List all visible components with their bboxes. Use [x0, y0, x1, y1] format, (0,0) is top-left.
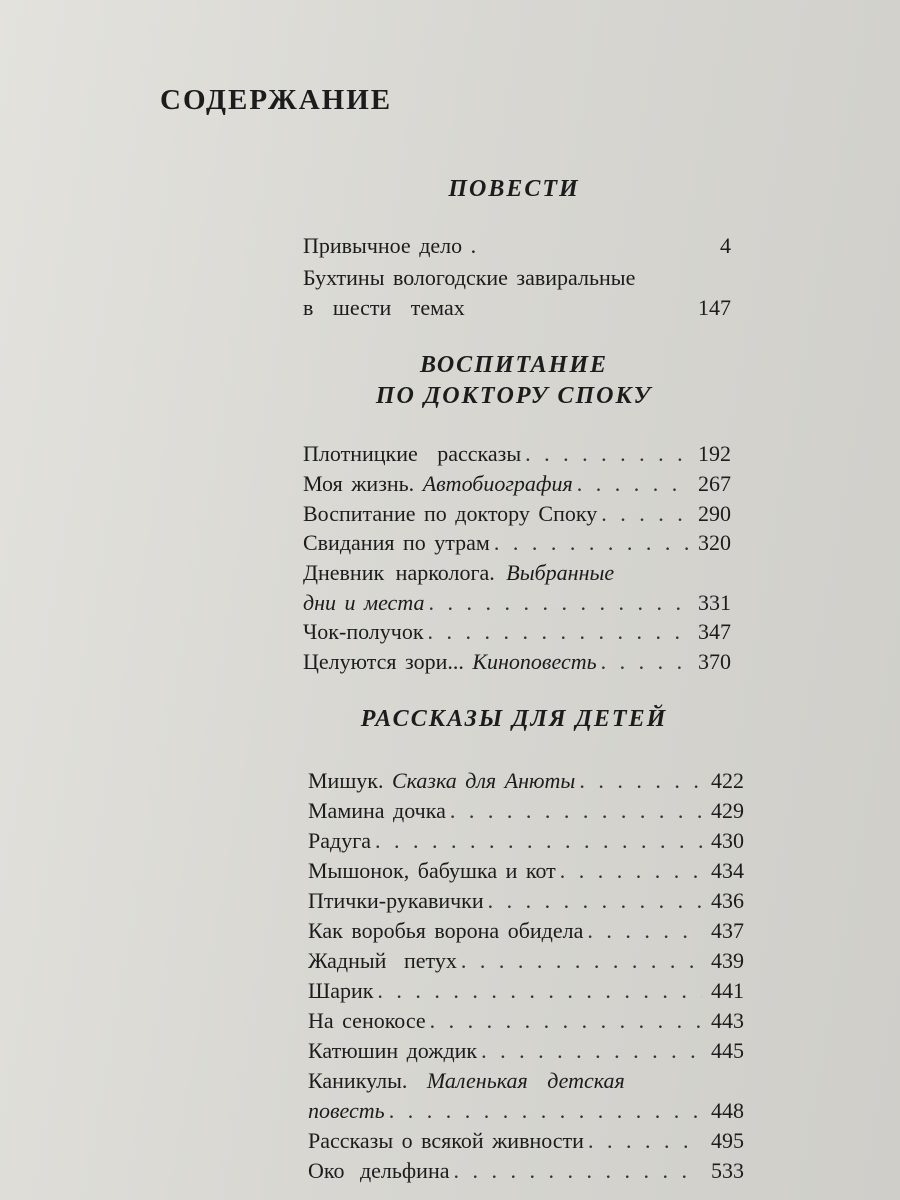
entry-title-continuation: в шести темах	[303, 295, 465, 320]
toc-entry	[308, 826, 744, 856]
toc-entry	[308, 886, 744, 916]
toc-entry	[308, 946, 744, 976]
leader-dots	[601, 499, 689, 529]
entry-title-continuation: дни и места	[303, 590, 425, 615]
entry-title-italic: Автобиография	[422, 471, 573, 496]
entry-page-number: 439	[711, 948, 744, 973]
toc-entry	[308, 796, 744, 826]
toc-entry	[303, 439, 731, 469]
entry-page-number: 434	[711, 858, 744, 883]
entry-title: Свидания по утрам	[303, 530, 490, 555]
entry-title-roman: Целуются зори...	[303, 649, 473, 674]
leader-dots	[579, 766, 702, 796]
entry-page-number: 331	[698, 590, 731, 615]
entry-page-number: 437	[711, 918, 744, 943]
entry-page-number: 436	[711, 888, 744, 913]
entry-title: Радуга	[308, 828, 371, 853]
entry-page-number: 448	[711, 1098, 744, 1123]
leader-dots	[430, 1006, 702, 1036]
entry-title	[308, 1066, 625, 1096]
entry-title: Чок-получок	[303, 619, 424, 644]
entry-title-roman: Каникулы.	[308, 1068, 427, 1093]
entry-title	[303, 558, 614, 588]
entry-title-roman: Дневник нарколога.	[303, 560, 507, 585]
entry-page-number: 443	[711, 1008, 744, 1033]
entry-title-italic: Сказка для Анюты	[391, 768, 576, 793]
leader-dots	[577, 469, 689, 499]
entry-title: Как воробья ворона обидела	[308, 918, 584, 943]
entry-title: Мышонок, бабушка и кот	[308, 858, 556, 883]
toc-entry	[303, 647, 731, 677]
toc-entry	[308, 856, 744, 886]
entry-page-number: 267	[698, 471, 731, 496]
section-heading-line: ПО ДОКТОРУ СПОКУ	[375, 383, 653, 409]
entry-title: Катюшин дождик	[308, 1038, 478, 1063]
section-heading-line: ПОВЕСТИ	[448, 176, 580, 202]
entry-page-number: 445	[711, 1038, 744, 1063]
entry-title-italic: Выбранные	[506, 560, 615, 585]
toc-entry	[308, 1006, 744, 1036]
leader-dots	[454, 1156, 703, 1186]
entry-page-number: 320	[698, 530, 731, 555]
entry-title-italic: Киноповесть	[472, 649, 597, 674]
entry-title	[303, 469, 573, 499]
leader-dots	[428, 588, 689, 618]
leader-dots	[377, 976, 702, 1006]
entry-title: Рассказы о всякой живности	[308, 1128, 584, 1153]
toc-entry	[303, 617, 731, 647]
toc-entry	[308, 976, 744, 1006]
entry-title: Жадный петух	[308, 948, 457, 973]
toc-entry	[303, 469, 731, 499]
toc-entry	[308, 1036, 744, 1066]
section-heading-line: ВОСПИТАНИЕ	[419, 352, 609, 378]
toc-entry	[308, 1156, 744, 1186]
leader-dots	[587, 916, 702, 946]
entry-page-number: 430	[711, 828, 744, 853]
toc-entry	[308, 1066, 744, 1126]
entry-title: Мамина дочка	[308, 798, 446, 823]
toc-entry	[308, 1126, 744, 1156]
leader-dots	[488, 886, 702, 916]
leader-dots	[389, 1096, 702, 1126]
section-heading-rasskazy	[300, 704, 728, 735]
entry-title-roman: Моя жизнь.	[303, 471, 423, 496]
leader-dots	[560, 856, 702, 886]
entry-title	[308, 766, 575, 796]
entry-page-number: 429	[711, 798, 744, 823]
section-heading-line: РАССКАЗЫ ДЛЯ ДЕТЕЙ	[360, 706, 668, 732]
leader-dots	[461, 946, 702, 976]
entry-page-number: 4	[720, 233, 731, 258]
leader-dots	[481, 1036, 702, 1066]
entry-title: Птички-рукавички	[308, 888, 484, 913]
toc-entry	[303, 528, 731, 558]
page-title: СОДЕРЖАНИЕ	[160, 84, 393, 116]
entry-page-number: 533	[711, 1158, 744, 1183]
entry-page-number: 147	[698, 295, 731, 320]
entry-title: Воспитание по доктору Споку	[303, 501, 598, 526]
entry-page-number: 441	[711, 978, 744, 1003]
entry-title: Плотницкие рассказы	[303, 441, 522, 466]
entry-title: Око дельфина	[308, 1158, 450, 1183]
entry-title-italic: Маленькая детская	[426, 1068, 625, 1093]
entry-title-continuation: повесть	[308, 1098, 385, 1123]
leader-dots	[428, 617, 689, 647]
leader-dots	[494, 528, 689, 558]
entry-title: На сенокосе	[308, 1008, 426, 1033]
toc-entry	[303, 499, 731, 529]
entry-title: Привычное дело .	[303, 233, 477, 258]
entry-page-number: 347	[698, 619, 731, 644]
toc-entry	[308, 916, 744, 946]
entry-title: Бухтины вологодские завиральные	[303, 265, 636, 290]
entry-page-number: 290	[698, 501, 731, 526]
toc-entry	[303, 231, 731, 261]
entry-page-number: 422	[711, 768, 744, 793]
toc-entry	[303, 263, 731, 323]
entry-title-roman: Мишук.	[308, 768, 392, 793]
entry-page-number: 192	[698, 441, 731, 466]
toc-entry	[308, 766, 744, 796]
leader-dots	[601, 647, 689, 677]
section-heading-povesti	[300, 174, 728, 205]
entry-title: Шарик	[308, 978, 374, 1003]
leader-dots	[375, 826, 702, 856]
leader-dots	[588, 1126, 702, 1156]
toc-entry	[303, 558, 731, 618]
leader-dots	[525, 439, 689, 469]
entry-page-number: 495	[711, 1128, 744, 1153]
leader-dots	[450, 796, 702, 826]
entry-title	[303, 647, 597, 677]
entry-page-number: 370	[698, 649, 731, 674]
section-heading-vospitanie	[300, 350, 728, 412]
